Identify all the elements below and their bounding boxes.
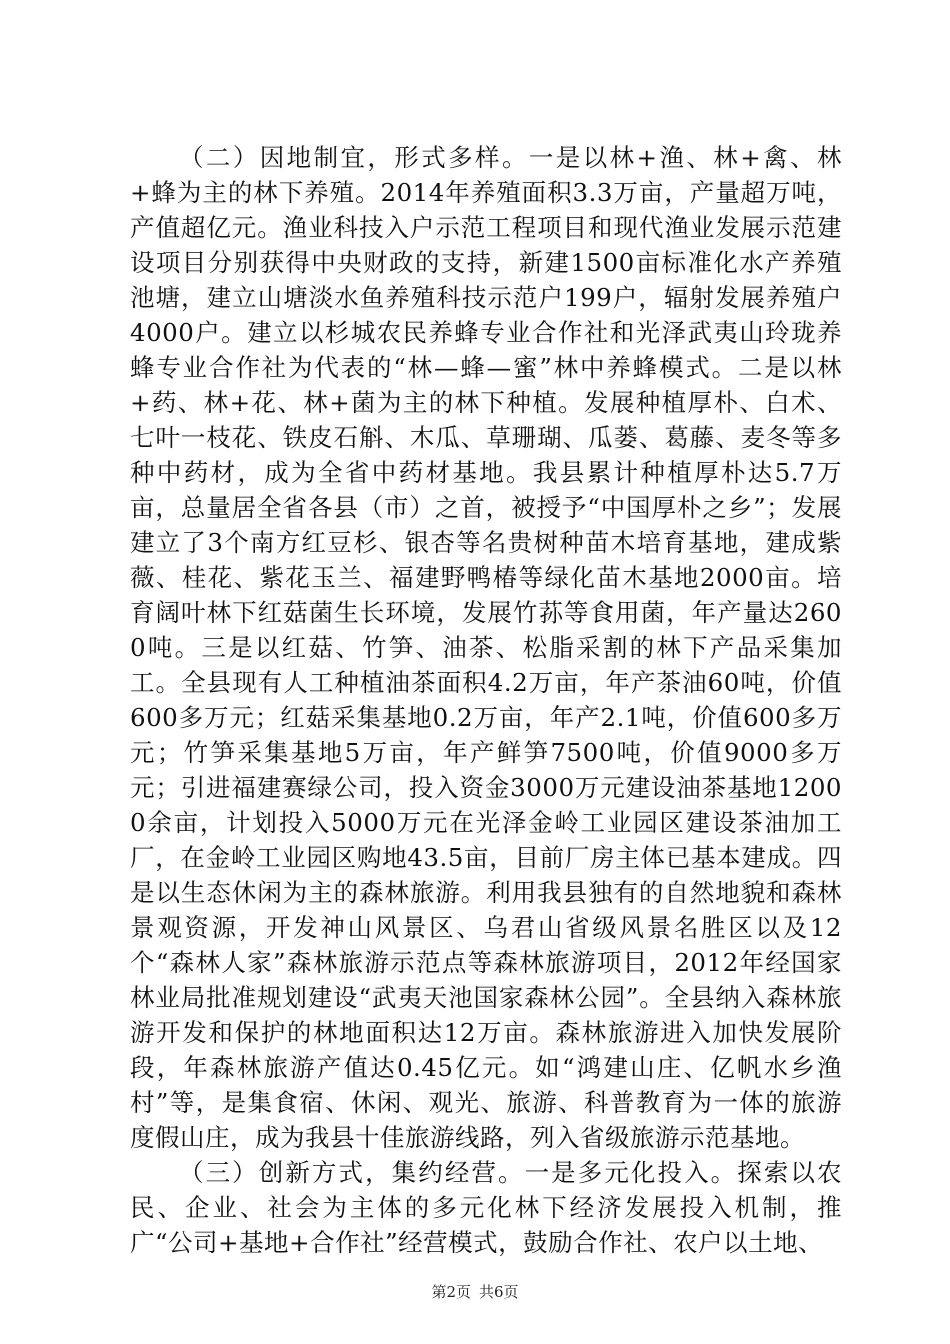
page-footer bbox=[0, 1282, 950, 1302]
page-total: 共6页 bbox=[479, 1283, 519, 1301]
paragraph-innovation-intensive-management: （三）创新方式，集约经营。一是多元化投入。探索以农民、企业、社会为主体的多元化林下经济发展投入机制，推广“公司+基地+合作社”经营模式，鼓励合作社、农户以土地、 bbox=[130, 1158, 842, 1257]
paragraph-forest-economy-forms: （二）因地制宜，形式多样。一是以林+渔、林+禽、林+蜂为主的林下养殖。2014年养殖面积3.3万亩，产量超万吨，产值超亿元。渔业科技入户示范工程项目和现代渔业发展示范建设项目分别获得中央财政的支持，新建1500亩标准化水产养殖池塘，建立山塘淡水鱼养殖科技示范户199户，辐射发展养殖户4000户。建立以杉城农民养蜂专业合作社和光泽武夷山玲珑养蜂专业合作社为代表的“林—蜂—蜜”林中养蜂模式。二是以林+药、林+花、林+菌为主的林下种植。发展种植厚朴、白术、七叶一枝花、铁皮石斛、木瓜、草珊瑚、瓜蒌、葛藤、麦冬等多种中药材，成为全省中药材基地。我县累计种植厚朴达5.7万亩，总量居全省各县（市）之首，被授予“中国厚朴之乡”；发展建立了3个南方红豆杉、银杏等名贵树种苗木培育基地，建成紫薇、桂花、紫花玉兰、福建野鸭椿等绿化苗木基地2000亩。培育阔叶林下红菇菌生长环境，发展竹荪等食用菌，年产量达2600吨。三是以红菇、竹笋、油茶、松脂采割的林下产品采集加工。全县现有人工种植油茶面积4.2万亩，年产茶油60吨，价值600多万元；红菇采集基地0.2万亩，年产2.1吨，价值600多万元；竹笋采集基地5万亩，年产鲜笋7500吨，价值9000多万元；引进福建赛绿公司，投入资金3000万元建设油茶基地12000余亩，计划投入5000万元在光泽金岭工业园区建设茶油加工厂，在金岭工业园区购地43.5亩，目前厂房主体已基本建成。四是以生态休闲为主的森林旅游。利用我县独有的自然地貌和森林景观资源，开发神山风景区、乌君山省级风景名胜区以及12个“森林人家”森林旅游示范点等森林旅游项目，2012年经国家林业局批准规划建设“武夷天池国家森林公园”。全县纳入森林旅游开发和保护的林地面积达12万亩。森林旅游进入加快发展阶段，年森林旅游产值达0.45亿元。如“鸿建山庄、亿帆水乡渔村”等，是集食宿、休闲、观光、旅游、科普教育为一体的旅游度假山庄，成为我县十佳旅游线路，列入省级旅游示范基地。 bbox=[130, 143, 842, 1152]
page-number: 第2页 bbox=[431, 1283, 471, 1301]
document-body bbox=[130, 140, 842, 1260]
